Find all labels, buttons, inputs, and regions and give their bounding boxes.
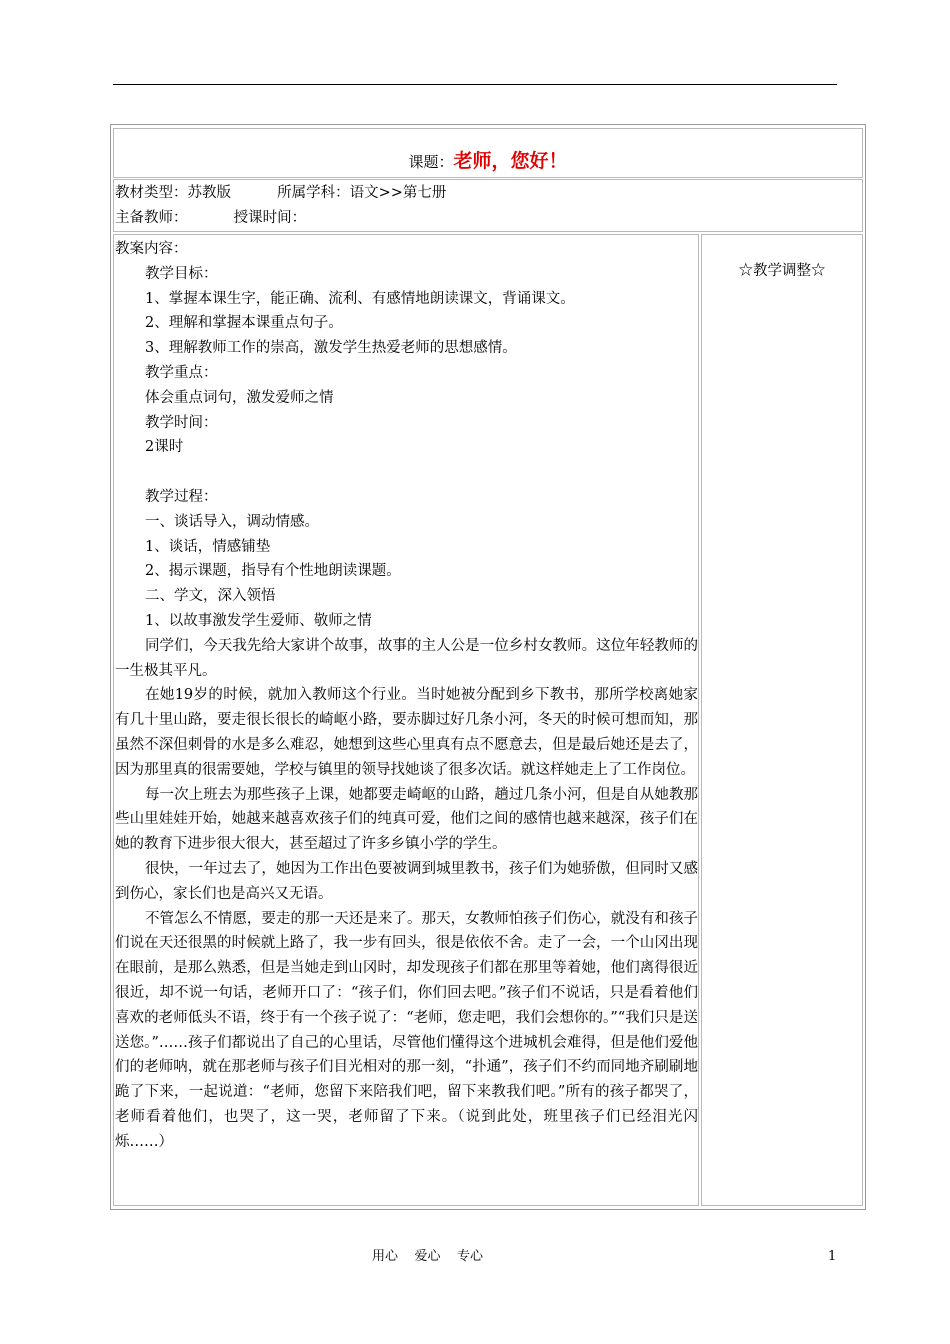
goal-item: 1、掌握本课生字，能正确、流利、有感情地朗读课文，背诵课文。 — [145, 290, 575, 307]
process-step: 一、谈话导入，调动情感。 — [145, 513, 319, 530]
adjustment-cell — [701, 234, 863, 1206]
header-rule — [113, 84, 837, 85]
goal-item: 2、理解和掌握本课重点句子。 — [145, 315, 343, 332]
process-substep: 1、谈话，情感铺垫 — [145, 538, 271, 555]
goal-item: 3、理解教师工作的崇高，激发学生热爱老师的思想感情。 — [145, 340, 517, 357]
content-heading: 教案内容： — [115, 241, 188, 257]
story-paragraph: 每一次上班去为那些孩子上课，她都要走崎岖的山路，趟过几条小河，但是自从她教那些山里娃娃开始，她越来越喜欢孩子们的纯真可爱，他们之间的感情也越来越深，孩子们在她的教育下进步很大很大，甚至超过了许多乡镇小学的学生。 — [115, 786, 698, 853]
focus-label: 教学重点： — [145, 364, 218, 381]
teaching-adjustment-label: ☆教学调整☆ — [738, 263, 826, 279]
spacer — [115, 460, 698, 485]
time-text: 2课时 — [145, 439, 184, 456]
story-paragraph: 在她19岁的时候，就加入教师这个行业。当时她被分配到乡下教书，那所学校离她家有几十里山路，要走很长很长的崎岖小路，要赤脚过好几条小河，冬天的时候可想而知，那虽然不深但刺骨的水是多么难忍，她想到这些心里真有点不愿意去，但是最后她还是去了，因为那里真的很需要她，学校与镇里的领导找她谈了很多次话。就这样她走上了工作岗位。 — [115, 687, 698, 778]
textbook-info-line: 教材类型：苏教版 所属学科：语文>>第七册 — [115, 185, 447, 201]
story-paragraph: 同学们，今天我先给大家讲个故事，故事的主人公是一位乡村女教师。这位年轻教师的一生极其平凡。 — [115, 637, 698, 679]
process-substep: 1、以故事激发学生爱师、敬师之情 — [145, 612, 372, 629]
footer-motto: 用心 爱心 专心 — [372, 1249, 484, 1264]
lesson-title-main: 老师，您好！ — [453, 150, 568, 172]
goals-label: 教学目标： — [145, 265, 218, 282]
lesson-content — [115, 237, 698, 1154]
page-number: 1 — [828, 1249, 837, 1264]
story-paragraph: 不管怎么不情愿，要走的那一天还是来了。那天，女教师怕孩子们伤心，就没有和孩子们说在天还很黑的时候就上路了，我一步有回头，很是依依不舍。走了一会，一个山冈出现在眼前，是那么熟悉，但是当她走到山冈时，却发现孩子们都在那里等着她，他们离得很近很近，却不说一句话，老师开口了：“孩子们，你们回去吧。”孩子们不说话，只是看着他们喜欢的老师低头不语，终于有一个孩子说了：“老师，您走吧，我们会想你的。”“我们只是送送您。”……孩子们都说出了自己的心里话，尽管他们懂得这个进城机会难得，但是他们爱他们的老师呐，就在那老师与孩子们目光相对的那一刻，“扑通”，孩子们不约而同地齐刷刷地跪了下来，一起说道：“老师，您留下来陪我们吧，留下来教我们吧。”所有的孩子都哭了，老师看着他们，也哭了，这一哭，老师留了下来。（说到此处，班里孩子们已经泪光闪烁……） — [115, 910, 698, 1150]
lesson-title — [113, 150, 863, 173]
story-paragraph: 很快，一年过去了，她因为工作出色要被调到城里教书，孩子们为她骄傲，但同时又感到伤心，家长们也是高兴又无语。 — [115, 860, 698, 902]
process-step: 二、学文，深入领悟 — [145, 588, 276, 605]
teacher-info-line: 主备教师： 授课时间： — [115, 210, 307, 226]
process-substep: 2、揭示课题，指导有个性地朗读课题。 — [145, 563, 401, 580]
lesson-title-prefix: 课题： — [408, 153, 454, 171]
focus-text: 体会重点词句，激发爱师之情 — [145, 389, 334, 406]
time-label: 教学时间： — [145, 414, 218, 431]
process-label: 教学过程： — [145, 488, 218, 505]
